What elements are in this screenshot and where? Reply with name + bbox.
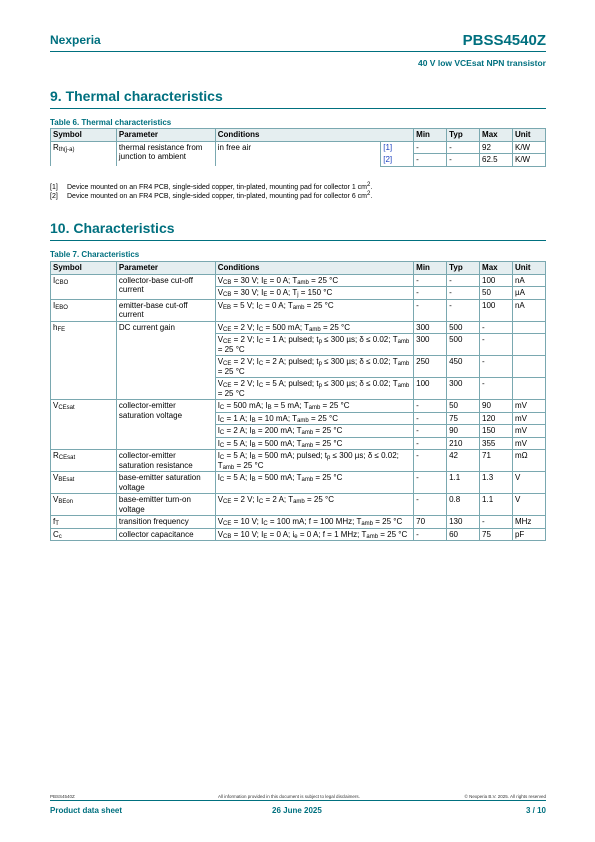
footnote-ref: [2] [381,154,414,167]
value-max: 71 [480,450,513,472]
footer-copyright: © Nexperia B.V. 2025. All rights reserved [464,794,546,799]
symbol-subscript: c [58,533,62,540]
value-typ: 90 [447,425,480,438]
value-unit: pF [512,528,545,541]
value-min: - [414,528,447,541]
thermal-table-header [51,129,546,142]
parameter-cell: DC current gain [116,321,215,400]
table-row [51,321,546,334]
section-9-title: 9. Thermal characteristics [50,88,223,104]
condition-cell: $V_{CB} = 10$ V; $I_E = 0$ A; $i_e = 0$ A; f = 1 MHz; $T_{amb} = 25$ °C [215,528,413,541]
value-max: - [480,334,513,356]
value-max: 75 [480,528,513,541]
value-min: 250 [414,356,447,378]
value-max: 62.5 [480,154,513,167]
value-unit [512,321,545,334]
value-max: 355 [480,437,513,450]
col-header-conditions: Conditions [215,262,413,275]
value-unit: µA [512,287,545,300]
table-row [51,299,546,321]
symbol-letter: h [53,322,58,332]
parameter-cell: base-emitter turn-on voltage [116,494,215,516]
footnote-1 [50,184,372,191]
value-unit: nA [512,299,545,321]
footnote-2-sup: 2 [367,191,371,197]
col-header-max: Max [480,129,513,142]
value-min: - [414,274,447,287]
value-typ: 210 [447,437,480,450]
document-subtitle: 40 V low VCEsat NPN transistor [417,58,546,68]
section-10-rule [50,240,546,241]
col-header-min: Min [414,262,447,275]
condition-cell: $V_{EB} = 5$ V; $I_C = 0$ A; $T_{amb} = 25$ °C [215,299,413,321]
value-min: - [414,400,447,413]
value-max: 1.1 [480,494,513,516]
footnote-2 [50,193,372,200]
footnote-2-number: [2] [50,193,58,200]
col-header-symbol: Symbol [51,262,117,275]
value-unit [512,378,545,400]
table-row [51,274,546,287]
col-header-max: Max [480,262,513,275]
value-typ: 500 [447,334,480,356]
condition-cell: $I_C = 5$ A; $I_B = 500$ mA; $T_{amb} = 25$ °C [215,472,413,494]
value-min: - [414,412,447,425]
footer-disclaimer: All information provided in this document is subject to legal disclaimers. [218,794,360,799]
symbol-subscript: CBO [55,279,69,286]
col-header-unit: Unit [512,129,545,142]
col-header-parameter: Parameter [116,262,215,275]
value-typ: - [447,141,480,154]
footnote-2-text: Device mounted on an FR4 PCB, single-sided copper, tin-plated, mounting pad for collector 6 cm [67,193,367,200]
symbol-subscript: BEsat [58,477,75,483]
parameter-cell: collector capacitance [116,528,215,541]
footer-date: 26 June 2025 [272,806,322,815]
value-typ: 130 [447,516,480,529]
value-max: - [480,356,513,378]
thermal-symbol [51,141,117,166]
value-typ: - [447,299,480,321]
value-typ: 300 [447,378,480,400]
value-unit: mV [512,400,545,413]
value-max: - [480,321,513,334]
symbol-subscript: T [55,521,59,527]
parameter-cell: emitter-base cut-off current [116,299,215,321]
value-typ: 500 [447,321,480,334]
table-row [51,528,546,541]
value-unit: mΩ [512,450,545,472]
col-header-min: Min [414,129,447,142]
table-6-caption: Table 6. Thermal characteristics [50,118,172,127]
value-unit [512,334,545,356]
symbol-subscript: CEsat [58,455,76,461]
symbol-letter: I [53,275,56,285]
footer-doc-id: PBSS4540Z [50,794,75,799]
value-typ: 50 [447,400,480,413]
value-unit: V [512,494,545,516]
value-typ: 75 [447,412,480,425]
footnote-1-end: . [370,184,373,191]
footnote-2-end: . [370,193,373,200]
condition-cell: $I_C = 2$ A; $I_B = 200$ mA; $T_{amb} = 25$ °C [215,425,413,438]
symbol-letter: R [53,142,59,152]
symbol-subscript: FE [57,326,66,333]
value-unit: V [512,472,545,494]
value-typ: 42 [447,450,480,472]
condition-cell: $V_{CB} = 30$ V; $I_E = 0$ A; $T_{amb} = 25$ °C [215,274,413,287]
value-max: 92 [480,141,513,154]
col-header-unit: Unit [512,262,545,275]
parameter-cell: transition frequency [116,516,215,529]
value-min: - [414,425,447,438]
value-max: 90 [480,400,513,413]
section-9-rule [50,108,546,109]
header-rule [50,51,546,52]
symbol-subscript: EBO [55,304,68,311]
table-7-caption: Table 7. Characteristics [50,250,140,259]
value-max: 50 [480,287,513,300]
col-header-typ: Typ [447,262,480,275]
value-min: 300 [414,334,447,356]
value-typ: 450 [447,356,480,378]
value-min: - [414,287,447,300]
thermal-condition: in free air [215,141,381,166]
condition-cell: $V_{CE} = 10$ V; $I_C = 100$ mA; f = 100 MHz; $T_{amb} = 25$ °C [215,516,413,529]
value-max: 120 [480,412,513,425]
symbol-letter: V [53,401,59,410]
symbol-cell [51,494,117,516]
value-typ: 60 [447,528,480,541]
value-min: - [414,472,447,494]
symbol-cell [51,450,117,472]
symbol-letter: R [53,451,59,460]
value-min: - [414,299,447,321]
footnote-ref: [1] [381,141,414,154]
value-max: 100 [480,299,513,321]
table-row [51,141,546,154]
value-typ: - [447,287,480,300]
symbol-letter: I [53,300,56,310]
symbol-cell [51,299,117,321]
value-unit: mV [512,425,545,438]
value-min: - [414,437,447,450]
symbol-cell [51,472,117,494]
value-min: - [414,154,447,167]
footnote-1-number: [1] [50,184,58,191]
condition-cell: $I_C = 5$ A; $I_B = 500$ mA; $T_{amb} = 25$ °C [215,437,413,450]
parameter-cell: collector-emitter saturation voltage [116,400,215,450]
value-typ: 1.1 [447,472,480,494]
value-max: 100 [480,274,513,287]
symbol-letter: V [53,495,59,504]
value-unit: MHz [512,516,545,529]
value-unit: K/W [512,154,545,167]
value-unit: nA [512,274,545,287]
symbol-subscript: CEsat [58,405,75,411]
condition-cell: $V_{CB} = 30$ V; $I_E = 0$ A; $T_j = 150$ °C [215,287,413,300]
condition-cell: $I_C = 1$ A; $I_B = 10$ mA; $T_{amb} = 25$ °C [215,412,413,425]
thermal-parameter: thermal resistance from junction to ambient [116,141,215,166]
condition-cell: $V_{CE} = 2$ V; $I_C = 500$ mA; $T_{amb} = 25$ °C [215,321,413,334]
symbol-letter: C [53,529,59,539]
value-min: - [414,141,447,154]
symbol-cell [51,274,117,299]
symbol-letter: V [53,473,59,482]
footer-doc-type: Product data sheet [50,806,123,815]
footnote-1-sup: 2 [367,182,371,188]
symbol-letter: f [53,517,56,526]
value-min: 100 [414,378,447,400]
table-row [51,450,546,472]
brand-name: Nexperia [50,33,101,47]
value-typ: 0.8 [447,494,480,516]
part-number: PBSS4540Z [462,32,546,49]
symbol-cell [51,321,117,400]
footnote-1-text: Device mounted on an FR4 PCB, single-sided copper, tin-plated, mounting pad for collector 1 cm [67,184,367,191]
value-min: 300 [414,321,447,334]
value-min: - [414,450,447,472]
characteristics-table [50,261,546,541]
col-header-symbol: Symbol [51,129,117,142]
condition-cell: $V_{CE} = 2$ V; $I_C = 2$ A; $T_{amb} = 25$ °C [215,494,413,516]
value-max: - [480,516,513,529]
table-row [51,516,546,529]
value-unit [512,356,545,378]
condition-cell: $I_C = 500$ mA; $I_B = 5$ mA; $T_{amb} = 25$ °C [215,400,413,413]
value-min: 70 [414,516,447,529]
value-max: 1.3 [480,472,513,494]
value-min: - [414,494,447,516]
col-header-typ: Typ [447,129,480,142]
col-header-conditions: Conditions [215,129,413,142]
symbol-cell [51,528,117,541]
condition-cell: $V_{CE} = 2$ V; $I_C = 1$ A; pulsed; $t_p \le 300$ µs; δ ≤ 0.02; $T_{amb} = 25$ °C [215,334,413,356]
condition-cell: $V_{CE} = 2$ V; $I_C = 5$ A; pulsed; $t_p \le 300$ µs; δ ≤ 0.02; $T_{amb} = 25$ °C [215,378,413,400]
value-unit: mV [512,437,545,450]
symbol-subscript: BEon [58,499,74,505]
table-row [51,494,546,516]
section-10-title: 10. Characteristics [50,220,175,236]
value-typ: - [447,154,480,167]
footer-rule [50,800,546,801]
thermal-table [50,128,546,167]
value-max: - [480,378,513,400]
col-header-parameter: Parameter [116,129,215,142]
value-unit: K/W [512,141,545,154]
value-typ: - [447,274,480,287]
table-row [51,472,546,494]
value-max: 150 [480,425,513,438]
footer-page-number: 3 / 10 [525,806,546,815]
parameter-cell: collector-base cut-off current [116,274,215,299]
symbol-subscript: th(j-a) [58,146,75,153]
characteristics-table-header [51,262,546,275]
parameter-cell: collector-emitter saturation resistance [116,450,215,472]
condition-cell: $I_C = 5$ A; $I_B = 500$ mA; pulsed; $t_p \le 300$ µs; δ ≤ 0.02; $T_{amb} = 25$ °C [215,450,413,472]
condition-cell: $V_{CE} = 2$ V; $I_C = 2$ A; pulsed; $t_p \le 300$ µs; δ ≤ 0.02; $T_{amb} = 25$ °C [215,356,413,378]
table-row [51,400,546,413]
parameter-cell: base-emitter saturation voltage [116,472,215,494]
value-unit: mV [512,412,545,425]
symbol-cell [51,400,117,450]
symbol-cell [51,516,117,529]
